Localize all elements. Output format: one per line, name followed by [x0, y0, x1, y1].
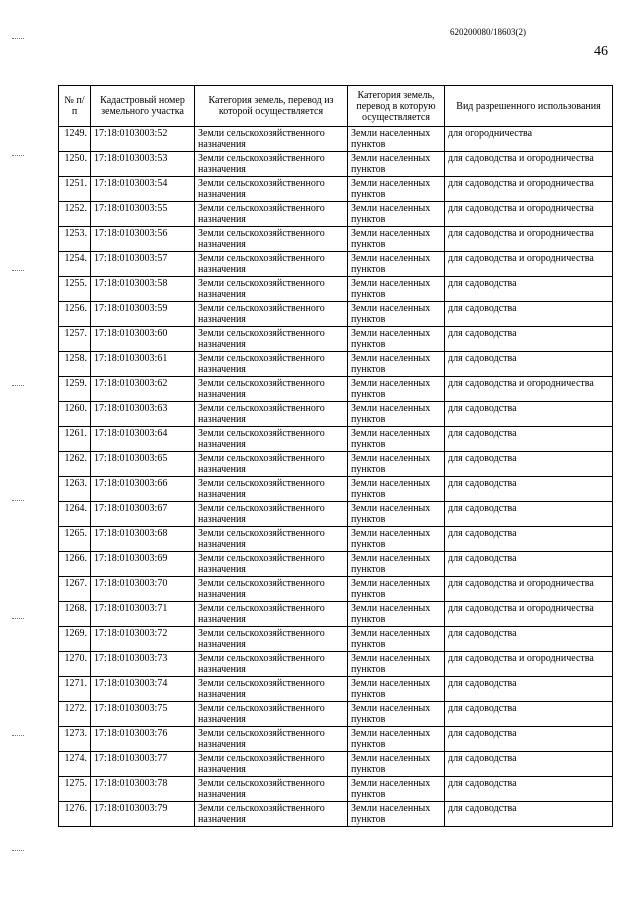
table-row	[59, 802, 613, 827]
cadastral-number: 17:18:0103003:75	[91, 702, 195, 727]
category-to: Земли населенных пунктов	[348, 352, 445, 377]
table-row	[59, 277, 613, 302]
category-to: Земли населенных пунктов	[348, 702, 445, 727]
table-row	[59, 627, 613, 652]
cadastral-number: 17:18:0103003:65	[91, 452, 195, 477]
row-number: 1273.	[59, 727, 91, 752]
row-number: 1253.	[59, 227, 91, 252]
row-number: 1267.	[59, 577, 91, 602]
permitted-use: для садоводства	[445, 402, 613, 427]
table-row	[59, 552, 613, 577]
permitted-use: для садоводства	[445, 277, 613, 302]
table-header-row	[59, 86, 613, 127]
permitted-use: для садоводства	[445, 427, 613, 452]
category-from: Земли сельскохозяйственного назначения	[195, 602, 348, 627]
category-from: Земли сельскохозяйственного назначения	[195, 202, 348, 227]
row-number: 1260.	[59, 402, 91, 427]
table-row	[59, 702, 613, 727]
category-to: Земли населенных пунктов	[348, 477, 445, 502]
cadastral-number: 17:18:0103003:61	[91, 352, 195, 377]
row-number: 1272.	[59, 702, 91, 727]
category-from: Земли сельскохозяйственного назначения	[195, 327, 348, 352]
col-header-number: № п/п	[59, 86, 91, 127]
table-row	[59, 252, 613, 277]
col-header-category-to: Категория земель, перевод в которую осуществляется	[348, 86, 445, 127]
doc-code: 620200080/18603(2)	[450, 27, 526, 37]
row-number: 1249.	[59, 127, 91, 152]
cadastral-number: 17:18:0103003:70	[91, 577, 195, 602]
table-row	[59, 602, 613, 627]
table-row	[59, 777, 613, 802]
table-row	[59, 127, 613, 152]
category-from: Земли сельскохозяйственного назначения	[195, 452, 348, 477]
row-number: 1275.	[59, 777, 91, 802]
category-from: Земли сельскохозяйственного назначения	[195, 777, 348, 802]
table-row	[59, 502, 613, 527]
category-to: Земли населенных пунктов	[348, 627, 445, 652]
category-from: Земли сельскохозяйственного назначения	[195, 802, 348, 827]
category-from: Земли сельскохозяйственного назначения	[195, 677, 348, 702]
permitted-use: для садоводства	[445, 677, 613, 702]
row-number: 1274.	[59, 752, 91, 777]
category-from: Земли сельскохозяйственного назначения	[195, 352, 348, 377]
cadastral-number: 17:18:0103003:68	[91, 527, 195, 552]
table-row	[59, 527, 613, 552]
cadastral-number: 17:18:0103003:73	[91, 652, 195, 677]
category-from: Земли сельскохозяйственного назначения	[195, 127, 348, 152]
margin-mark	[12, 500, 24, 502]
col-header-category-from: Категория земель, перевод из которой осуществляется	[195, 86, 348, 127]
table-row	[59, 577, 613, 602]
category-to: Земли населенных пунктов	[348, 402, 445, 427]
permitted-use: для садоводства	[445, 352, 613, 377]
category-from: Земли сельскохозяйственного назначения	[195, 277, 348, 302]
category-to: Земли населенных пунктов	[348, 777, 445, 802]
category-from: Земли сельскохозяйственного назначения	[195, 377, 348, 402]
cadastral-number: 17:18:0103003:79	[91, 802, 195, 827]
cadastral-number: 17:18:0103003:64	[91, 427, 195, 452]
margin-mark	[12, 385, 24, 387]
category-to: Земли населенных пунктов	[348, 227, 445, 252]
category-to: Земли населенных пунктов	[348, 602, 445, 627]
table-row	[59, 227, 613, 252]
row-number: 1255.	[59, 277, 91, 302]
category-from: Земли сельскохозяйственного назначения	[195, 627, 348, 652]
row-number: 1251.	[59, 177, 91, 202]
row-number: 1261.	[59, 427, 91, 452]
permitted-use: для садоводства	[445, 327, 613, 352]
row-number: 1262.	[59, 452, 91, 477]
permitted-use: для садоводства и огородничества	[445, 577, 613, 602]
row-number: 1268.	[59, 602, 91, 627]
table-row	[59, 752, 613, 777]
cadastral-number: 17:18:0103003:74	[91, 677, 195, 702]
row-number: 1258.	[59, 352, 91, 377]
table-row	[59, 377, 613, 402]
category-to: Земли населенных пунктов	[348, 802, 445, 827]
cadastral-number: 17:18:0103003:58	[91, 277, 195, 302]
category-from: Земли сельскохозяйственного назначения	[195, 577, 348, 602]
row-number: 1264.	[59, 502, 91, 527]
category-from: Земли сельскохозяйственного назначения	[195, 402, 348, 427]
cadastral-number: 17:18:0103003:72	[91, 627, 195, 652]
row-number: 1263.	[59, 477, 91, 502]
cadastral-number: 17:18:0103003:71	[91, 602, 195, 627]
permitted-use: для садоводства	[445, 477, 613, 502]
permitted-use: для садоводства и огородничества	[445, 252, 613, 277]
margin-mark	[12, 850, 24, 852]
category-to: Земли населенных пунктов	[348, 727, 445, 752]
permitted-use: для садоводства и огородничества	[445, 377, 613, 402]
table-row	[59, 352, 613, 377]
cadastral-number: 17:18:0103003:57	[91, 252, 195, 277]
col-header-cadastral: Кадастровый номер земельного участка	[91, 86, 195, 127]
category-to: Земли населенных пунктов	[348, 377, 445, 402]
category-to: Земли населенных пунктов	[348, 152, 445, 177]
category-from: Земли сельскохозяйственного назначения	[195, 752, 348, 777]
land-register-table	[58, 85, 613, 827]
table-row	[59, 402, 613, 427]
permitted-use: для огородничества	[445, 127, 613, 152]
category-to: Земли населенных пунктов	[348, 577, 445, 602]
category-from: Земли сельскохозяйственного назначения	[195, 702, 348, 727]
permitted-use: для садоводства	[445, 502, 613, 527]
table-row	[59, 677, 613, 702]
col-header-permitted-use: Вид разрешенного использования	[445, 86, 613, 127]
cadastral-number: 17:18:0103003:69	[91, 552, 195, 577]
category-to: Земли населенных пунктов	[348, 452, 445, 477]
table-row	[59, 177, 613, 202]
row-number: 1259.	[59, 377, 91, 402]
row-number: 1250.	[59, 152, 91, 177]
permitted-use: для садоводства	[445, 527, 613, 552]
cadastral-number: 17:18:0103003:52	[91, 127, 195, 152]
table-row	[59, 477, 613, 502]
row-number: 1276.	[59, 802, 91, 827]
permitted-use: для садоводства	[445, 452, 613, 477]
margin-mark	[12, 270, 24, 272]
permitted-use: для садоводства и огородничества	[445, 652, 613, 677]
cadastral-number: 17:18:0103003:66	[91, 477, 195, 502]
category-to: Земли населенных пунктов	[348, 127, 445, 152]
category-to: Земли населенных пунктов	[348, 752, 445, 777]
category-from: Земли сельскохозяйственного назначения	[195, 527, 348, 552]
category-to: Земли населенных пунктов	[348, 502, 445, 527]
permitted-use: для садоводства и огородничества	[445, 202, 613, 227]
category-from: Земли сельскохозяйственного назначения	[195, 652, 348, 677]
cadastral-number: 17:18:0103003:54	[91, 177, 195, 202]
permitted-use: для садоводства и огородничества	[445, 227, 613, 252]
permitted-use: для садоводства	[445, 752, 613, 777]
table-row	[59, 652, 613, 677]
permitted-use: для садоводства и огородничества	[445, 602, 613, 627]
category-from: Земли сельскохозяйственного назначения	[195, 552, 348, 577]
cadastral-number: 17:18:0103003:53	[91, 152, 195, 177]
margin-mark	[12, 38, 24, 40]
row-number: 1270.	[59, 652, 91, 677]
permitted-use: для садоводства	[445, 802, 613, 827]
cadastral-number: 17:18:0103003:59	[91, 302, 195, 327]
row-number: 1265.	[59, 527, 91, 552]
cadastral-number: 17:18:0103003:77	[91, 752, 195, 777]
row-number: 1252.	[59, 202, 91, 227]
category-from: Земли сельскохозяйственного назначения	[195, 252, 348, 277]
category-to: Земли населенных пунктов	[348, 177, 445, 202]
cadastral-number: 17:18:0103003:76	[91, 727, 195, 752]
table-row	[59, 202, 613, 227]
permitted-use: для садоводства	[445, 702, 613, 727]
category-to: Земли населенных пунктов	[348, 652, 445, 677]
category-to: Земли населенных пунктов	[348, 427, 445, 452]
category-to: Земли населенных пунктов	[348, 277, 445, 302]
cadastral-number: 17:18:0103003:67	[91, 502, 195, 527]
permitted-use: для садоводства	[445, 777, 613, 802]
category-to: Земли населенных пунктов	[348, 202, 445, 227]
cadastral-number: 17:18:0103003:60	[91, 327, 195, 352]
category-from: Земли сельскохозяйственного назначения	[195, 177, 348, 202]
category-to: Земли населенных пунктов	[348, 327, 445, 352]
table-row	[59, 727, 613, 752]
row-number: 1266.	[59, 552, 91, 577]
permitted-use: для садоводства и огородничества	[445, 152, 613, 177]
page-number: 46	[594, 44, 608, 59]
row-number: 1271.	[59, 677, 91, 702]
cadastral-number: 17:18:0103003:78	[91, 777, 195, 802]
cadastral-number: 17:18:0103003:55	[91, 202, 195, 227]
permitted-use: для садоводства	[445, 727, 613, 752]
cadastral-number: 17:18:0103003:63	[91, 402, 195, 427]
category-to: Земли населенных пунктов	[348, 252, 445, 277]
category-from: Земли сельскохозяйственного назначения	[195, 477, 348, 502]
table-row	[59, 452, 613, 477]
row-number: 1257.	[59, 327, 91, 352]
cadastral-number: 17:18:0103003:62	[91, 377, 195, 402]
row-number: 1256.	[59, 302, 91, 327]
table-body	[59, 127, 613, 827]
category-to: Земли населенных пунктов	[348, 677, 445, 702]
category-from: Земли сельскохозяйственного назначения	[195, 227, 348, 252]
category-to: Земли населенных пунктов	[348, 302, 445, 327]
table-row	[59, 302, 613, 327]
permitted-use: для садоводства	[445, 627, 613, 652]
category-from: Земли сельскохозяйственного назначения	[195, 502, 348, 527]
margin-mark	[12, 618, 24, 620]
category-to: Земли населенных пунктов	[348, 552, 445, 577]
permitted-use: для садоводства и огородничества	[445, 177, 613, 202]
permitted-use: для садоводства	[445, 552, 613, 577]
category-to: Земли населенных пунктов	[348, 527, 445, 552]
row-number: 1269.	[59, 627, 91, 652]
margin-mark	[12, 155, 24, 157]
category-from: Земли сельскохозяйственного назначения	[195, 152, 348, 177]
margin-mark	[12, 735, 24, 737]
category-from: Земли сельскохозяйственного назначения	[195, 727, 348, 752]
row-number: 1254.	[59, 252, 91, 277]
table-row	[59, 327, 613, 352]
category-from: Земли сельскохозяйственного назначения	[195, 427, 348, 452]
table-row	[59, 427, 613, 452]
cadastral-number: 17:18:0103003:56	[91, 227, 195, 252]
category-from: Земли сельскохозяйственного назначения	[195, 302, 348, 327]
permitted-use: для садоводства	[445, 302, 613, 327]
table-row	[59, 152, 613, 177]
